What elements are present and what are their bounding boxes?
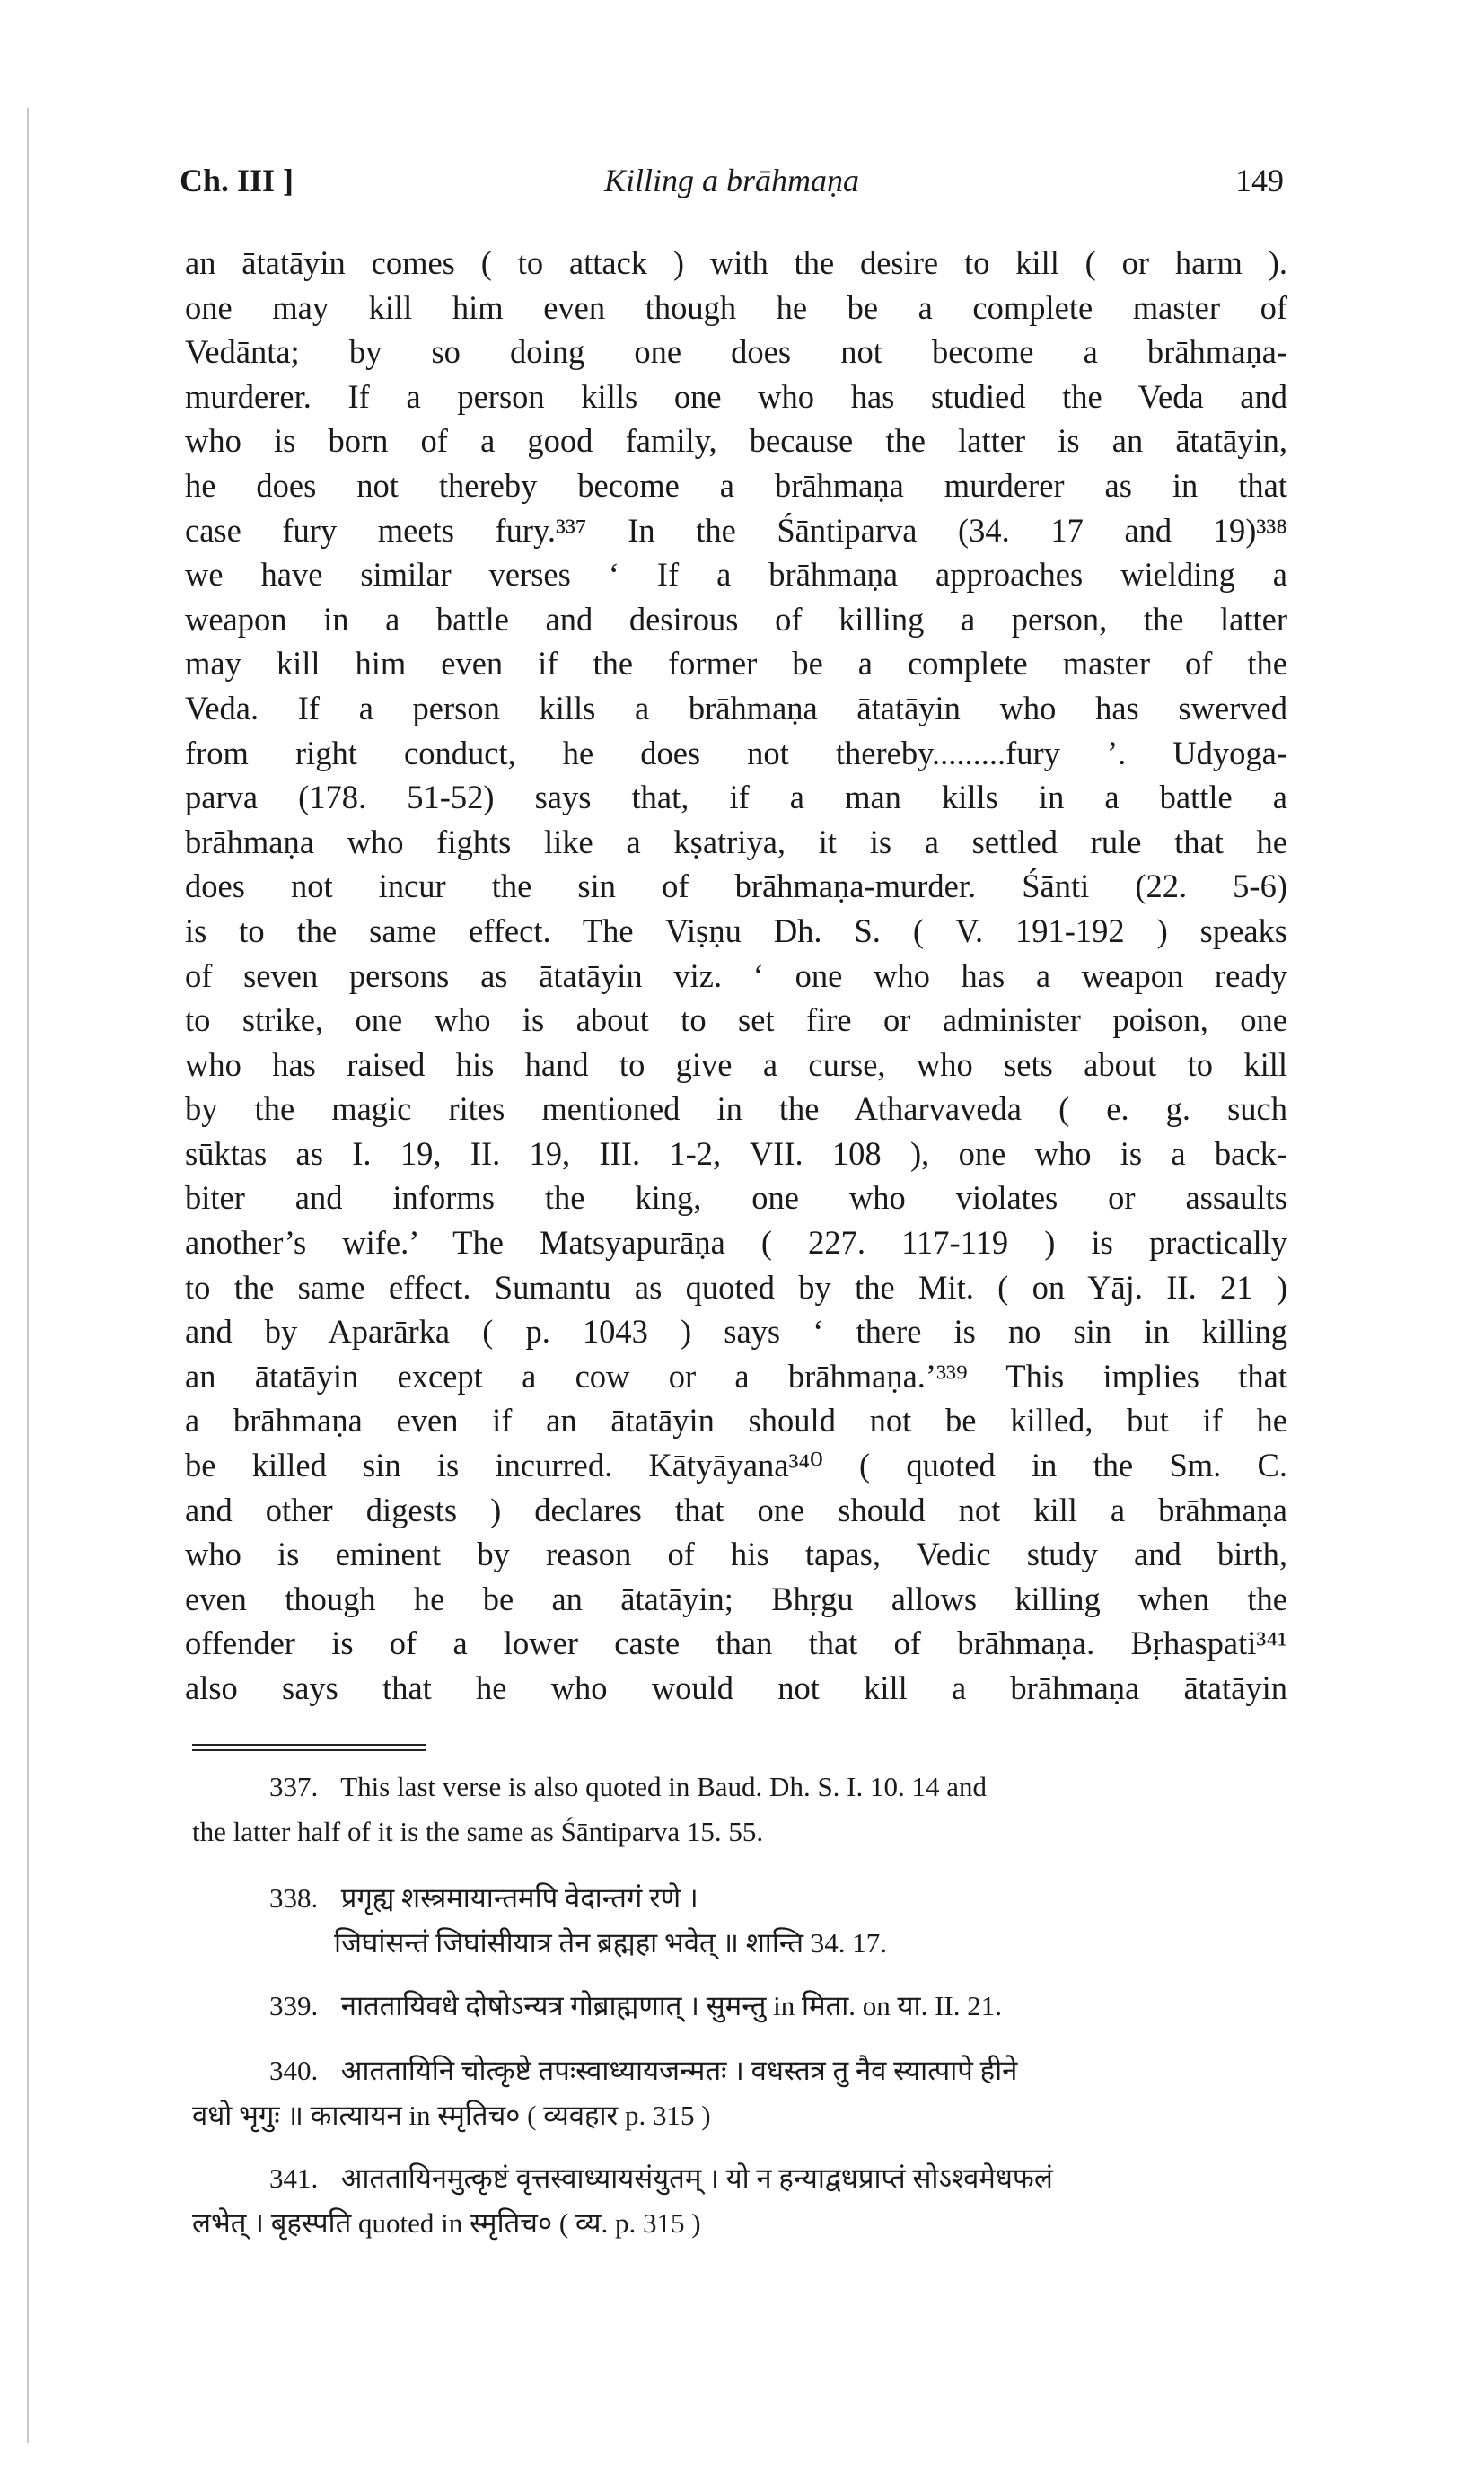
text-line: who is born of a good family, because the latter is an ātatāyin, <box>185 422 1287 460</box>
text-line: from right conduct, he does not thereby.........fury ’. Udyoga- <box>185 734 1287 771</box>
running-title: Killing a brāhmaṇa <box>603 163 860 198</box>
text-line: another’s wife.’ The Matsyapurāṇa ( 227. 117-119 ) is practically <box>185 1224 1287 1262</box>
body-text <box>185 241 1287 1711</box>
text-line: an ātatāyin comes ( to attack ) with the desire to kill ( or harm ). <box>185 244 1287 281</box>
footnote-339-line-1 <box>269 1986 1002 2024</box>
text-line: Vedānta; by so doing one does not become a brāhmaṇa- <box>185 333 1287 371</box>
footnote-text: नाततायिवधे दोषोऽन्यत्र गोब्राह्मणात् । सुमन्तु in मिता. on या. II. 21. <box>340 1990 1002 2021</box>
running-header <box>180 162 1284 207</box>
footnote-340-line-2: वधो भृगुः ॥ कात्यायन in स्मृतिच० ( व्यवहार p. 315 ) <box>192 2100 711 2131</box>
footnote-number: 338. <box>269 1882 319 1914</box>
text-line: biter and informs the king, one who violates or assaults <box>185 1179 1287 1217</box>
text-line: an ātatāyin except a cow or a brāhmaṇa.’³³⁹ This implies that <box>185 1357 1287 1395</box>
text-line: and other digests ) declares that one should not kill a brāhmaṇa <box>185 1491 1287 1528</box>
footnote-341-line-2: लभेत् । बृहस्पति quoted in स्मृतिच० ( व्य. p. 315 ) <box>192 2207 701 2239</box>
text-line: he does not thereby become a brāhmaṇa murderer as in that <box>185 466 1287 504</box>
text-line: a brāhmaṇa even if an ātatāyin should not be killed, but if he <box>185 1402 1287 1440</box>
text-line: case fury meets fury.³³⁷ In the Śāntiparva (34. 17 and 19)³³⁸ <box>185 511 1287 549</box>
footnote-text: आततायिनमुत्कृष्टं वृत्तस्वाध्यायसंयुतम् । यो न हन्याद्वधप्राप्तं सोऽश्वमेधफलं <box>340 2162 1053 2194</box>
page-number: 149 <box>1235 163 1284 198</box>
text-line: does not incur the sin of brāhmaṇa-murder. Śānti (22. 5-6) <box>185 867 1287 905</box>
text-line: Veda. If a person kills a brāhmaṇa ātatāyin who has swerved <box>185 689 1287 726</box>
footnote-number: 341. <box>269 2162 319 2194</box>
text-line: offender is of a lower caste than that of brāhmaṇa. Bṛhaspati³⁴¹ <box>185 1625 1287 1662</box>
footnote-340-line-1 <box>269 2051 1017 2089</box>
footnote-text: प्रगृह्य शस्त्रमायान्तमपि वेदान्तगं रणे । <box>340 1882 698 1914</box>
binding-edge-line <box>27 108 29 2443</box>
text-line: weapon in a battle and desirous of killing a person, the latter <box>185 600 1287 638</box>
text-line: and by Aparārka ( p. 1043 ) says ‘ there is no sin in killing <box>185 1313 1287 1351</box>
chapter-label: Ch. III ] <box>180 163 294 198</box>
text-line: who has raised his hand to give a curse, who sets about to kill <box>185 1045 1287 1083</box>
text-line: by the magic rites mentioned in the Atharvaveda ( e. g. such <box>185 1090 1287 1128</box>
text-line: be killed sin is incurred. Kātyāyana³⁴⁰ ( quoted in the Sm. C. <box>185 1447 1287 1484</box>
footnote-separator <box>192 1744 426 1751</box>
text-line: we have similar verses ‘ If a brāhmaṇa approaches wielding a <box>185 556 1287 594</box>
text-line: is to the same effect. The Viṣṇu Dh. S. ( V. 191-192 ) speaks <box>185 911 1287 949</box>
text-line: one may kill him even though he be a complete master of <box>185 288 1287 326</box>
footnote-number: 337. <box>269 1771 319 1802</box>
text-line: of seven persons as ātatāyin viz. ‘ one who has a weapon ready <box>185 956 1287 994</box>
footnote-338-line-2: जिघांसन्तं जिघांसीयात्र तेन ब्रह्महा भवेत् ॥ शान्ति 34. 17. <box>334 1927 888 1959</box>
text-line: also says that he who would not kill a brāhmaṇa ātatāyin <box>185 1669 1287 1706</box>
footnote-text: This last verse is also quoted in Baud. Dh. S. I. 10. 14 and <box>340 1771 988 1802</box>
text-line: may kill him even if the former be a complete master of the <box>185 645 1287 682</box>
text-line: brāhmaṇa who fights like a kṣatriya, it is a settled rule that he <box>185 823 1287 860</box>
footnote-number: 339. <box>269 1990 319 2021</box>
text-line: parva (178. 51-52) says that, if a man kills in a battle a <box>185 779 1287 816</box>
footnote-number: 340. <box>269 2055 319 2086</box>
text-line: murderer. If a person kills one who has studied the Veda and <box>185 377 1287 415</box>
footnote-341-line-1 <box>269 2159 1053 2197</box>
text-line: sūktas as I. 19, II. 19, III. 1-2, VII. 108 ), one who is a back- <box>185 1134 1287 1172</box>
footnote-337-line-2: the latter half of it is the same as Śāntiparva 15. 55. <box>192 1816 764 1847</box>
footnote-338-line-1 <box>269 1879 698 1916</box>
footnote-337-line-1 <box>269 1771 987 1803</box>
text-line: to the same effect. Sumantu as quoted by the Mit. ( on Yāj. II. 21 ) <box>185 1268 1287 1306</box>
text-line: even though he be an ātatāyin; Bhṛgu allows killing when the <box>185 1580 1287 1617</box>
text-line: who is eminent by reason of his tapas, Vedic study and birth, <box>185 1536 1287 1573</box>
footnote-text: आततायिनि चोत्कृष्टे तपःस्वाध्यायजन्मतः । वधस्तत्र तु नैव स्यात्पापे हीने <box>340 2055 1018 2086</box>
text-line: to strike, one who is about to set fire or administer poison, one <box>185 1001 1287 1039</box>
